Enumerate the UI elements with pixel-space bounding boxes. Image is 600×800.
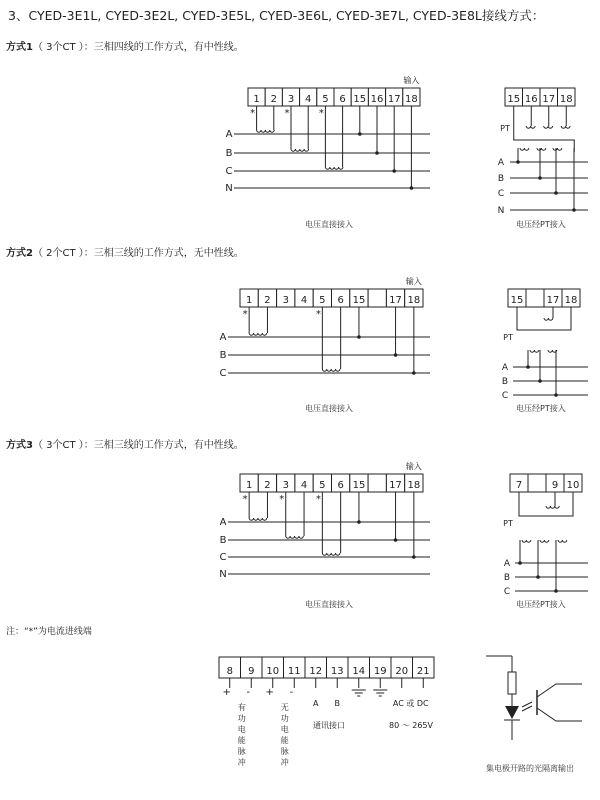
mode1-terminal-number: 18 xyxy=(405,94,418,105)
transistor-emitter xyxy=(537,708,582,721)
phase-label: C xyxy=(219,368,227,379)
pt-wire xyxy=(514,106,575,152)
pt-coil xyxy=(544,126,553,128)
phase-label: A xyxy=(219,332,227,343)
mode1-terminal-number: 5 xyxy=(322,94,329,105)
mode-3-label: 方式3 xyxy=(6,440,33,451)
pt-coil xyxy=(558,540,567,542)
phase-label: C xyxy=(503,587,511,597)
mode3-terminal-number: 6 xyxy=(337,480,344,491)
input-label: 输入 xyxy=(403,76,420,85)
plus-sign: + xyxy=(265,687,274,698)
active-pulse-char: 能 xyxy=(237,736,246,745)
phase-label: B xyxy=(219,535,227,546)
phase-label: A xyxy=(503,559,511,569)
phase-label: C xyxy=(497,189,505,199)
star-mark: * xyxy=(315,309,321,320)
pt-label: PT xyxy=(500,124,510,133)
star-mark: * xyxy=(315,494,321,505)
mode2-terminal-number: 4 xyxy=(300,295,308,306)
resistor-symbol xyxy=(508,672,516,694)
transistor-collector xyxy=(537,684,582,697)
bottom-terminal-number: 10 xyxy=(266,666,280,677)
mode2-terminal-number: 1 xyxy=(245,295,253,306)
optocoupler-caption: 集电极开路的光隔离输出 xyxy=(486,764,574,773)
phase-label: C xyxy=(501,391,509,401)
ct-coil xyxy=(322,553,340,555)
active-pulse-char: 冲 xyxy=(237,758,246,767)
junction-dot xyxy=(358,132,362,136)
ct-coil xyxy=(286,536,304,538)
pt-coil xyxy=(540,540,549,542)
junction-dot xyxy=(536,575,540,579)
mode3-terminal-number: 4 xyxy=(300,480,308,491)
junction-dot xyxy=(394,353,398,357)
junction-dot xyxy=(394,538,398,542)
comm-b-label: B xyxy=(334,699,340,708)
junction-dot xyxy=(412,555,416,559)
mode-3-detail: （ 3个CT ）：三相三线的工作方式，有中性线。 xyxy=(32,440,244,451)
mode2-terminal-box xyxy=(368,289,386,307)
star-mark: * xyxy=(242,494,248,505)
input-label: 输入 xyxy=(405,277,422,286)
mode3-terminal-number: 15 xyxy=(352,480,366,491)
mode2-terminal-number: 17 xyxy=(389,295,402,306)
pt-label: PT xyxy=(503,519,513,528)
mode2-terminal-number: 2 xyxy=(264,295,271,306)
mode-1-pt-caption: 电压经PT接入 xyxy=(516,220,566,229)
mode2-pt-terminal-number: 18 xyxy=(564,295,578,306)
reactive-pulse-char: 功 xyxy=(280,714,289,723)
ct-coil xyxy=(249,333,267,335)
mode3-pt-terminal-number: 9 xyxy=(551,480,559,491)
mode-2-direct-caption: 电压直接接入 xyxy=(305,404,353,413)
junction-dot xyxy=(538,379,542,383)
phase-label: N xyxy=(497,206,505,216)
reactive-pulse-char: 脉 xyxy=(280,747,289,756)
junction-dot xyxy=(412,371,416,375)
phase-label: A xyxy=(219,517,227,528)
junction-dot xyxy=(518,561,522,565)
mode3-terminal-number: 3 xyxy=(282,480,289,491)
star-mark: * xyxy=(284,108,290,119)
junction-dot xyxy=(526,365,530,369)
mode-1-direct-caption: 电压直接接入 xyxy=(305,220,353,229)
bottom-terminal-number: 11 xyxy=(287,666,301,677)
active-pulse-char: 电 xyxy=(237,725,246,734)
mode3-terminal-number: 2 xyxy=(264,480,271,491)
junction-dot xyxy=(554,393,558,397)
mode3-pt-terminal-number: 7 xyxy=(515,480,523,491)
mode2-terminal-number: 5 xyxy=(319,295,326,306)
phase-label: A xyxy=(225,129,233,140)
star-mark: * xyxy=(318,108,324,119)
junction-dot xyxy=(357,335,361,339)
pt-coil xyxy=(561,126,570,128)
bottom-terminal-number: 8 xyxy=(226,666,233,677)
reactive-pulse-char: 无 xyxy=(280,703,289,712)
mode3-terminal-number: 18 xyxy=(407,480,421,491)
mode1-terminal-number: 1 xyxy=(253,94,260,105)
ct-coil xyxy=(249,518,267,520)
phase-label: C xyxy=(219,552,227,563)
mode-3-pt-caption: 电压经PT接入 xyxy=(516,600,566,609)
ct-coil xyxy=(257,130,275,132)
input-label: 输入 xyxy=(405,462,422,471)
star-mark: * xyxy=(250,108,256,119)
mode1-terminal-number: 16 xyxy=(370,94,384,105)
plus-sign: + xyxy=(222,687,231,698)
phase-label: B xyxy=(501,377,509,387)
mode2-pt-terminal-number: 17 xyxy=(546,295,560,306)
mode1-pt-terminal-number: 18 xyxy=(559,94,573,105)
bottom-terminal-number: 14 xyxy=(352,666,366,677)
reactive-pulse-char: 冲 xyxy=(280,758,289,767)
mode1-terminal-number: 4 xyxy=(305,94,312,105)
mode1-pt-terminal-number: 15 xyxy=(507,94,521,105)
ct-coil xyxy=(291,149,309,151)
phase-label: A xyxy=(501,363,509,373)
active-pulse-char: 功 xyxy=(237,714,246,723)
star-mark: * xyxy=(242,309,248,320)
pt-coil xyxy=(520,148,529,150)
active-pulse-char: 有 xyxy=(237,703,246,712)
ct-coil xyxy=(325,167,343,169)
junction-dot xyxy=(392,169,396,173)
mode-2-label: 方式2 xyxy=(6,248,33,259)
page-title: 3、CYED-3E1L, CYED-3E2L, CYED-3E5L, CYED-3E6L, CYED-3E7L, CYED-3E8L接线方式： xyxy=(8,8,545,23)
pt-label: PT xyxy=(503,333,513,342)
phase-label: N xyxy=(225,183,233,194)
mode1-terminal-number: 3 xyxy=(287,94,295,105)
comm-label: 通讯接口 xyxy=(313,721,345,730)
pt-coil xyxy=(537,148,546,150)
phase-label: C xyxy=(225,166,233,177)
phase-label: A xyxy=(497,158,505,168)
mode2-pt-terminal-box xyxy=(526,289,544,307)
mode-3-direct-caption: 电压直接接入 xyxy=(305,600,353,609)
power-label: AC 或 DC xyxy=(392,699,429,708)
mode3-pt-terminal-box xyxy=(528,474,546,492)
mode-1-label: 方式1 xyxy=(6,42,33,53)
pt-coil xyxy=(522,540,531,542)
pt-wire xyxy=(519,492,573,516)
mode3-terminal-number: 1 xyxy=(245,480,253,491)
junction-dot xyxy=(516,160,520,164)
junction-dot xyxy=(357,520,361,524)
comm-a-label: A xyxy=(313,699,319,708)
active-pulse-char: 脉 xyxy=(237,747,246,756)
junction-dot xyxy=(554,191,558,195)
mode2-terminal-number: 15 xyxy=(352,295,366,306)
phase-label: B xyxy=(219,350,227,361)
mode2-pt-terminal-number: 15 xyxy=(510,295,524,306)
bottom-terminal-number: 19 xyxy=(373,666,387,677)
mode3-terminal-number: 17 xyxy=(389,480,402,491)
junction-dot xyxy=(554,589,558,593)
bottom-terminal-number: 21 xyxy=(416,666,430,677)
bottom-terminal-number: 20 xyxy=(395,666,409,677)
pt-coil xyxy=(553,148,562,150)
star-mark: * xyxy=(279,494,285,505)
pt-coil xyxy=(548,350,557,352)
minus-sign: - xyxy=(246,687,251,698)
pt-coil xyxy=(546,506,559,508)
junction-dot xyxy=(538,176,542,180)
mode1-pt-terminal-number: 17 xyxy=(542,94,556,105)
phase-label: B xyxy=(225,148,233,159)
mode1-terminal-number: 2 xyxy=(270,94,277,105)
led-symbol xyxy=(505,706,519,719)
junction-dot xyxy=(410,186,414,190)
phase-label: N xyxy=(219,569,227,580)
reactive-pulse-char: 能 xyxy=(280,736,289,745)
footnote: 注：“*”为电流进线端 xyxy=(6,627,92,637)
bottom-terminal-number: 12 xyxy=(309,666,323,677)
mode3-terminal-number: 5 xyxy=(319,480,326,491)
phase-label: B xyxy=(497,174,505,184)
mode3-pt-terminal-number: 10 xyxy=(566,480,580,491)
mode-2-pt-caption: 电压经PT接入 xyxy=(516,404,566,413)
mode2-terminal-number: 6 xyxy=(337,295,344,306)
ct-coil xyxy=(322,369,340,371)
reactive-pulse-char: 电 xyxy=(280,725,289,734)
bottom-terminal-number: 9 xyxy=(248,666,255,677)
bottom-terminal-number: 13 xyxy=(330,666,344,677)
mode2-terminal-number: 18 xyxy=(407,295,421,306)
mode1-terminal-number: 6 xyxy=(339,94,346,105)
mode1-terminal-number: 15 xyxy=(353,94,367,105)
mode1-pt-terminal-number: 16 xyxy=(524,94,538,105)
pt-coil xyxy=(526,126,535,128)
minus-sign: - xyxy=(289,687,294,698)
junction-dot xyxy=(375,151,379,155)
phase-label: B xyxy=(503,573,511,583)
pt-coil xyxy=(530,350,539,352)
mode3-terminal-box xyxy=(368,474,386,492)
voltage-range-label: 80 ～ 265V xyxy=(388,721,434,730)
mode1-terminal-number: 17 xyxy=(387,94,401,105)
mode2-terminal-number: 3 xyxy=(282,295,289,306)
mode-2-detail: （ 2个CT ）：三相三线的工作方式，无中性线。 xyxy=(32,248,244,259)
junction-dot xyxy=(572,208,576,212)
mode-1-detail: （ 3个CT ）：三相四线的工作方式，有中性线。 xyxy=(32,42,244,53)
pt-coil xyxy=(544,318,553,320)
